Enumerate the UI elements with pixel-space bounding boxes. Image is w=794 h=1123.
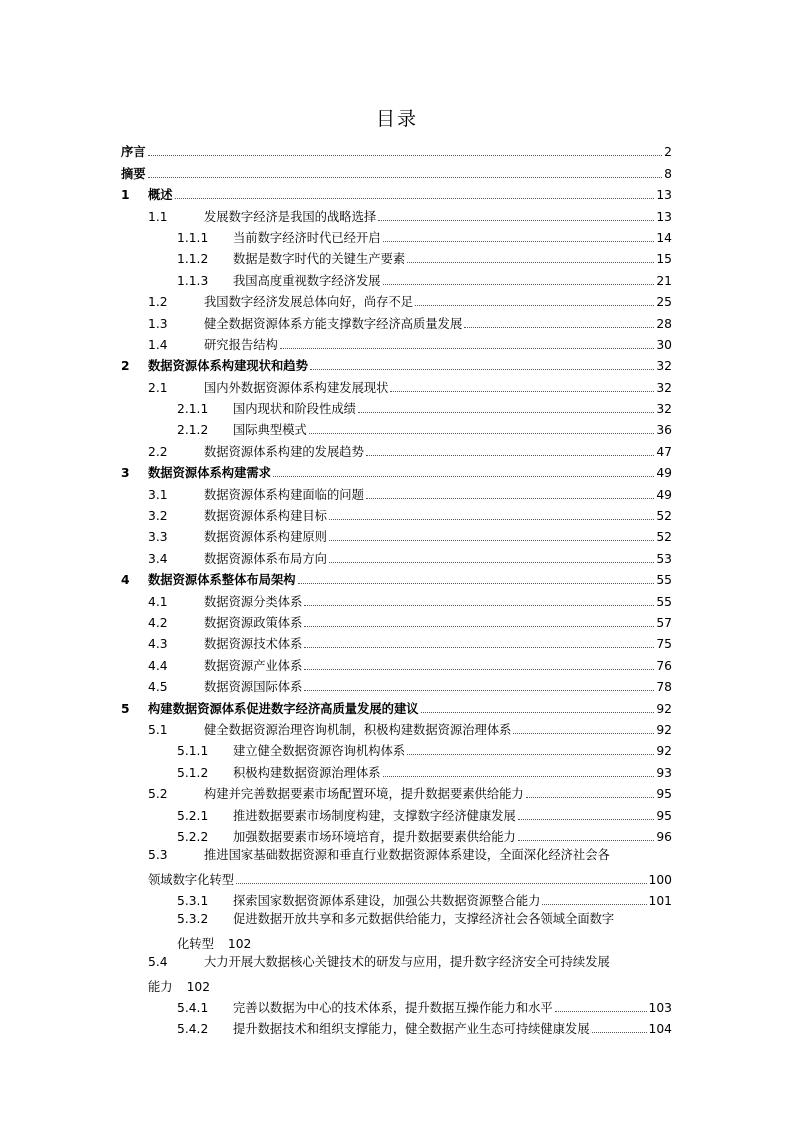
toc-entry-title: 数据资源政策体系 bbox=[204, 615, 303, 630]
toc-entry-page: 102 bbox=[227, 936, 252, 951]
toc-entry-number: 1.1.2 bbox=[177, 252, 209, 267]
toc-entry-number: 4.5 bbox=[148, 680, 168, 695]
toc-entry[interactable] bbox=[121, 738, 672, 759]
toc-entry[interactable] bbox=[121, 203, 672, 224]
toc-entry-title-continued: 领域数字化转型 bbox=[148, 872, 235, 887]
toc-entry-number: 3 bbox=[121, 466, 130, 481]
toc-entry-number: 4 bbox=[121, 573, 130, 588]
toc-entry-number: 4.2 bbox=[148, 615, 168, 630]
toc-entry-title: 数据资源体系构建的发展趋势 bbox=[204, 444, 364, 459]
toc-entry-page: 104 bbox=[648, 1022, 672, 1037]
toc-dot-leader bbox=[304, 646, 654, 648]
toc-entry-title: 数据资源技术体系 bbox=[204, 637, 303, 652]
toc-dot-leader bbox=[175, 197, 655, 199]
toc-entry-title: 概述 bbox=[148, 188, 173, 203]
toc-dot-leader bbox=[366, 454, 654, 456]
toc-entry-title: 数据资源国际体系 bbox=[204, 680, 303, 695]
toc-entry-number: 1 bbox=[121, 188, 130, 203]
toc-entry-title: 数据资源体系构建原则 bbox=[204, 530, 327, 545]
toc-entry[interactable] bbox=[121, 374, 672, 395]
toc-entry-title: 我国数字经济发展总体向好，尚存不足 bbox=[204, 295, 414, 310]
toc-entry[interactable] bbox=[121, 781, 672, 802]
toc-entry-page: 52 bbox=[656, 530, 672, 545]
toc-entry-line2 bbox=[121, 930, 672, 951]
toc-entry-number: 4.4 bbox=[148, 658, 168, 673]
toc-dot-leader bbox=[390, 390, 654, 392]
toc-entry-wrapped[interactable] bbox=[121, 909, 672, 952]
toc-entry-title: 健全数据资源治理咨询机制，积极构建数据资源治理体系 bbox=[204, 722, 512, 737]
toc-entry-number: 5.2 bbox=[148, 787, 168, 802]
toc-entry-page: 92 bbox=[656, 722, 672, 737]
toc-entry-title: 构建并完善数据要素市场配置环境，提升数据要素供给能力 bbox=[204, 787, 524, 802]
toc-entry[interactable] bbox=[121, 545, 672, 566]
toc-entry-title: 数据资源分类体系 bbox=[204, 594, 303, 609]
toc-entry-page: 32 bbox=[656, 402, 672, 417]
toc-dot-leader bbox=[236, 882, 646, 884]
toc-entry-title: 完善以数据为中心的技术体系，提升数据互操作能力和水平 bbox=[233, 1001, 553, 1016]
toc-entry-title: 研究报告结构 bbox=[204, 337, 278, 352]
toc-entry[interactable] bbox=[121, 631, 672, 652]
toc-entry-number: 2.2 bbox=[148, 444, 168, 459]
toc-entry-title: 提升数据技术和组织支撑能力，健全数据产业生态可持续健康发展 bbox=[233, 1022, 590, 1037]
page-title: 目录 bbox=[375, 108, 418, 130]
toc-entry-title: 推进国家基础数据资源和垂直行业数据资源体系建设，全面深化经济社会各 bbox=[204, 847, 610, 862]
toc-entry-wrapped[interactable] bbox=[121, 952, 672, 995]
toc-entry-number: 3.2 bbox=[148, 509, 168, 524]
toc-dot-leader bbox=[518, 818, 655, 820]
toc-entry[interactable] bbox=[121, 695, 672, 716]
toc-entry[interactable] bbox=[121, 1016, 672, 1037]
toc-entry[interactable] bbox=[121, 610, 672, 631]
toc-entry-page: 47 bbox=[656, 444, 672, 459]
toc-dot-leader bbox=[148, 176, 663, 178]
toc-entry[interactable] bbox=[121, 289, 672, 310]
toc-entry[interactable] bbox=[121, 652, 672, 673]
toc-dot-leader bbox=[378, 219, 654, 221]
table-of-contents bbox=[121, 139, 672, 1037]
toc-entry[interactable] bbox=[121, 332, 672, 353]
toc-entry-title: 推进数据要素市场制度构建，支撑数字经济健康发展 bbox=[233, 808, 516, 823]
toc-entry-number: 2.1.2 bbox=[177, 423, 209, 438]
toc-dot-leader bbox=[542, 903, 646, 905]
toc-dot-leader bbox=[310, 368, 654, 370]
toc-entry-title: 数据资源产业体系 bbox=[204, 658, 303, 673]
toc-entry[interactable] bbox=[121, 503, 672, 524]
toc-entry-page: 95 bbox=[656, 787, 672, 802]
toc-entry-title: 促进数据开放共享和多元数据供给能力，支撑经济社会各领域全面数字 bbox=[233, 912, 615, 927]
toc-entry-number: 3.1 bbox=[148, 487, 168, 502]
toc-entry-number: 5.2.1 bbox=[177, 808, 209, 823]
toc-entry-number: 4.1 bbox=[148, 594, 168, 609]
toc-dot-leader bbox=[329, 539, 654, 541]
toc-entry[interactable] bbox=[121, 995, 672, 1016]
toc-entry-page: 102 bbox=[186, 979, 211, 994]
toc-entry[interactable] bbox=[121, 674, 672, 695]
toc-entry[interactable] bbox=[121, 802, 672, 823]
toc-entry-title: 数据资源体系构建现状和趋势 bbox=[148, 359, 308, 374]
toc-entry-page: 57 bbox=[656, 615, 672, 630]
toc-entry-title: 探索国家数据资源体系建设，加强公共数据资源整合能力 bbox=[233, 894, 541, 909]
toc-dot-leader bbox=[407, 753, 654, 755]
toc-entry-number: 1.1.1 bbox=[177, 230, 209, 245]
toc-entry[interactable] bbox=[121, 438, 672, 459]
toc-entry-line1 bbox=[121, 909, 672, 930]
toc-entry-page: 52 bbox=[656, 509, 672, 524]
toc-entry-number: 3.3 bbox=[148, 530, 168, 545]
toc-entry-number: 5.4 bbox=[148, 954, 168, 969]
toc-entry-title: 积极构建数据资源治理体系 bbox=[233, 765, 381, 780]
toc-dot-leader bbox=[329, 561, 654, 563]
toc-dot-leader bbox=[148, 154, 663, 156]
toc-entry[interactable] bbox=[121, 460, 672, 481]
toc-entry[interactable] bbox=[121, 417, 672, 438]
toc-entry-page: 93 bbox=[656, 765, 672, 780]
toc-entry[interactable] bbox=[121, 182, 672, 203]
toc-entry-number: 1.1.3 bbox=[177, 273, 209, 288]
toc-entry-title-continued: 能力 bbox=[148, 979, 173, 994]
toc-entry-page: 15 bbox=[656, 252, 672, 267]
toc-entry-page: 32 bbox=[656, 380, 672, 395]
toc-dot-leader bbox=[407, 261, 654, 263]
toc-dot-leader bbox=[304, 668, 654, 670]
toc-entry-page: 55 bbox=[656, 594, 672, 609]
toc-dot-leader bbox=[280, 347, 655, 349]
toc-entry-title: 大力开展大数据核心关键技术的研发与应用，提升数字经济安全可持续发展 bbox=[204, 954, 610, 969]
toc-entry-page: 36 bbox=[656, 423, 672, 438]
toc-entry-page: 55 bbox=[656, 573, 672, 588]
toc-entry-page: 30 bbox=[656, 337, 672, 352]
toc-dot-leader bbox=[518, 839, 655, 841]
toc-entry-title: 序言 bbox=[121, 145, 146, 160]
toc-dot-leader bbox=[304, 604, 654, 606]
toc-entry-title: 国内现状和阶段性成绩 bbox=[233, 402, 356, 417]
toc-entry-title: 健全数据资源体系方能支撑数字经济高质量发展 bbox=[204, 316, 463, 331]
toc-entry-number: 2.1.1 bbox=[177, 402, 209, 417]
toc-entry[interactable] bbox=[121, 396, 672, 417]
toc-entry-line1 bbox=[121, 952, 672, 973]
toc-entry-line1 bbox=[121, 845, 672, 866]
toc-entry[interactable] bbox=[121, 310, 672, 331]
toc-entry[interactable] bbox=[121, 481, 672, 502]
toc-dot-leader bbox=[526, 796, 655, 798]
toc-entry-number: 5.1.1 bbox=[177, 744, 209, 759]
toc-entry-number: 5.1 bbox=[148, 722, 168, 737]
toc-entry[interactable] bbox=[121, 588, 672, 609]
toc-entry-page: 28 bbox=[656, 316, 672, 331]
toc-dot-leader bbox=[415, 304, 654, 306]
toc-dot-leader bbox=[383, 775, 655, 777]
toc-entry-page: 103 bbox=[648, 1001, 672, 1016]
toc-entry[interactable] bbox=[121, 888, 672, 909]
toc-dot-leader bbox=[329, 518, 654, 520]
toc-entry-number: 5.3 bbox=[148, 847, 168, 862]
toc-entry[interactable] bbox=[121, 139, 672, 160]
toc-entry-page: 2 bbox=[664, 145, 672, 160]
toc-entry-title: 发展数字经济是我国的战略选择 bbox=[204, 209, 377, 224]
toc-entry[interactable] bbox=[121, 267, 672, 288]
toc-entry-page: 21 bbox=[656, 273, 672, 288]
toc-entry-page: 76 bbox=[656, 658, 672, 673]
toc-dot-leader bbox=[304, 625, 654, 627]
toc-entry-page: 92 bbox=[656, 701, 672, 716]
toc-dot-leader bbox=[555, 1010, 647, 1012]
toc-dot-leader bbox=[273, 475, 654, 477]
toc-entry-number: 1.4 bbox=[148, 337, 168, 352]
toc-entry-page: 53 bbox=[656, 551, 672, 566]
toc-entry-number: 5.3.1 bbox=[177, 894, 209, 909]
toc-entry-number: 3.4 bbox=[148, 551, 168, 566]
toc-entry-line2 bbox=[121, 866, 672, 887]
toc-entry-title: 数据资源体系整体布局架构 bbox=[148, 573, 296, 588]
toc-entry-page: 13 bbox=[656, 209, 672, 224]
toc-entry-number: 2.1 bbox=[148, 380, 168, 395]
toc-entry-page: 13 bbox=[656, 188, 672, 203]
toc-entry-number: 5.2.2 bbox=[177, 829, 209, 844]
toc-entry-page: 100 bbox=[648, 872, 672, 887]
toc-entry-title: 构建数据资源体系促进数字经济高质量发展的建议 bbox=[148, 701, 419, 716]
toc-entry[interactable] bbox=[121, 824, 672, 845]
toc-dot-leader bbox=[383, 283, 655, 285]
toc-dot-leader bbox=[464, 326, 654, 328]
toc-entry-title: 建立健全数据资源咨询机构体系 bbox=[233, 744, 406, 759]
toc-entry[interactable] bbox=[121, 759, 672, 780]
toc-entry[interactable] bbox=[121, 567, 672, 588]
toc-entry-title: 我国高度重视数字经济发展 bbox=[233, 273, 381, 288]
toc-entry-page: 75 bbox=[656, 637, 672, 652]
toc-entry-line2 bbox=[121, 973, 672, 994]
toc-entry-page: 25 bbox=[656, 295, 672, 310]
toc-entry-number: 5.3.2 bbox=[177, 912, 209, 927]
toc-entry-page: 8 bbox=[664, 166, 672, 181]
toc-entry-page: 95 bbox=[656, 808, 672, 823]
toc-dot-leader bbox=[421, 711, 655, 713]
toc-entry-number: 4.3 bbox=[148, 637, 168, 652]
toc-entry-page: 32 bbox=[656, 359, 672, 374]
toc-entry[interactable] bbox=[121, 160, 672, 181]
toc-entry[interactable] bbox=[121, 717, 672, 738]
toc-entry-title: 数据资源体系构建需求 bbox=[148, 466, 271, 481]
toc-entry-number: 5 bbox=[121, 701, 130, 716]
toc-dot-leader bbox=[358, 411, 654, 413]
toc-dot-leader bbox=[592, 1031, 647, 1033]
toc-entry-number: 5.4.1 bbox=[177, 1001, 209, 1016]
toc-entry-page: 101 bbox=[648, 894, 672, 909]
toc-entry-page: 92 bbox=[656, 744, 672, 759]
toc-dot-leader bbox=[513, 732, 654, 734]
toc-dot-leader bbox=[309, 432, 655, 434]
toc-entry-wrapped[interactable] bbox=[121, 845, 672, 888]
toc-entry-page: 49 bbox=[656, 487, 672, 502]
toc-entry-title: 加强数据要素市场环境培育，提升数据要素供给能力 bbox=[233, 829, 516, 844]
toc-entry-number: 1.3 bbox=[148, 316, 168, 331]
toc-entry-number: 1.2 bbox=[148, 295, 168, 310]
toc-entry[interactable] bbox=[121, 353, 672, 374]
toc-entry-number: 2 bbox=[121, 359, 130, 374]
toc-entry[interactable] bbox=[121, 524, 672, 545]
toc-entry-title: 数据资源体系构建面临的问题 bbox=[204, 487, 364, 502]
toc-entry-page: 49 bbox=[656, 466, 672, 481]
toc-dot-leader bbox=[298, 582, 655, 584]
toc-dot-leader bbox=[383, 240, 655, 242]
toc-entry-page: 96 bbox=[656, 829, 672, 844]
toc-entry-title-continued: 化转型 bbox=[177, 936, 214, 951]
toc-entry-number: 5.4.2 bbox=[177, 1022, 209, 1037]
toc-entry[interactable] bbox=[121, 225, 672, 246]
toc-entry-page: 14 bbox=[656, 230, 672, 245]
toc-entry-title: 数据资源体系构建目标 bbox=[204, 509, 327, 524]
toc-entry-page: 78 bbox=[656, 680, 672, 695]
toc-dot-leader bbox=[366, 497, 654, 499]
toc-entry-title: 当前数字经济时代已经开启 bbox=[233, 230, 381, 245]
toc-entry-title: 国内外数据资源体系构建发展现状 bbox=[204, 380, 389, 395]
toc-entry-title: 数据资源体系布局方向 bbox=[204, 551, 327, 566]
toc-dot-leader bbox=[304, 689, 654, 691]
toc-entry-title: 摘要 bbox=[121, 166, 146, 181]
toc-entry-number: 1.1 bbox=[148, 209, 168, 224]
toc-entry-title: 国际典型模式 bbox=[233, 423, 307, 438]
toc-entry-number: 5.1.2 bbox=[177, 765, 209, 780]
toc-entry[interactable] bbox=[121, 246, 672, 267]
toc-entry-title: 数据是数字时代的关键生产要素 bbox=[233, 252, 406, 267]
